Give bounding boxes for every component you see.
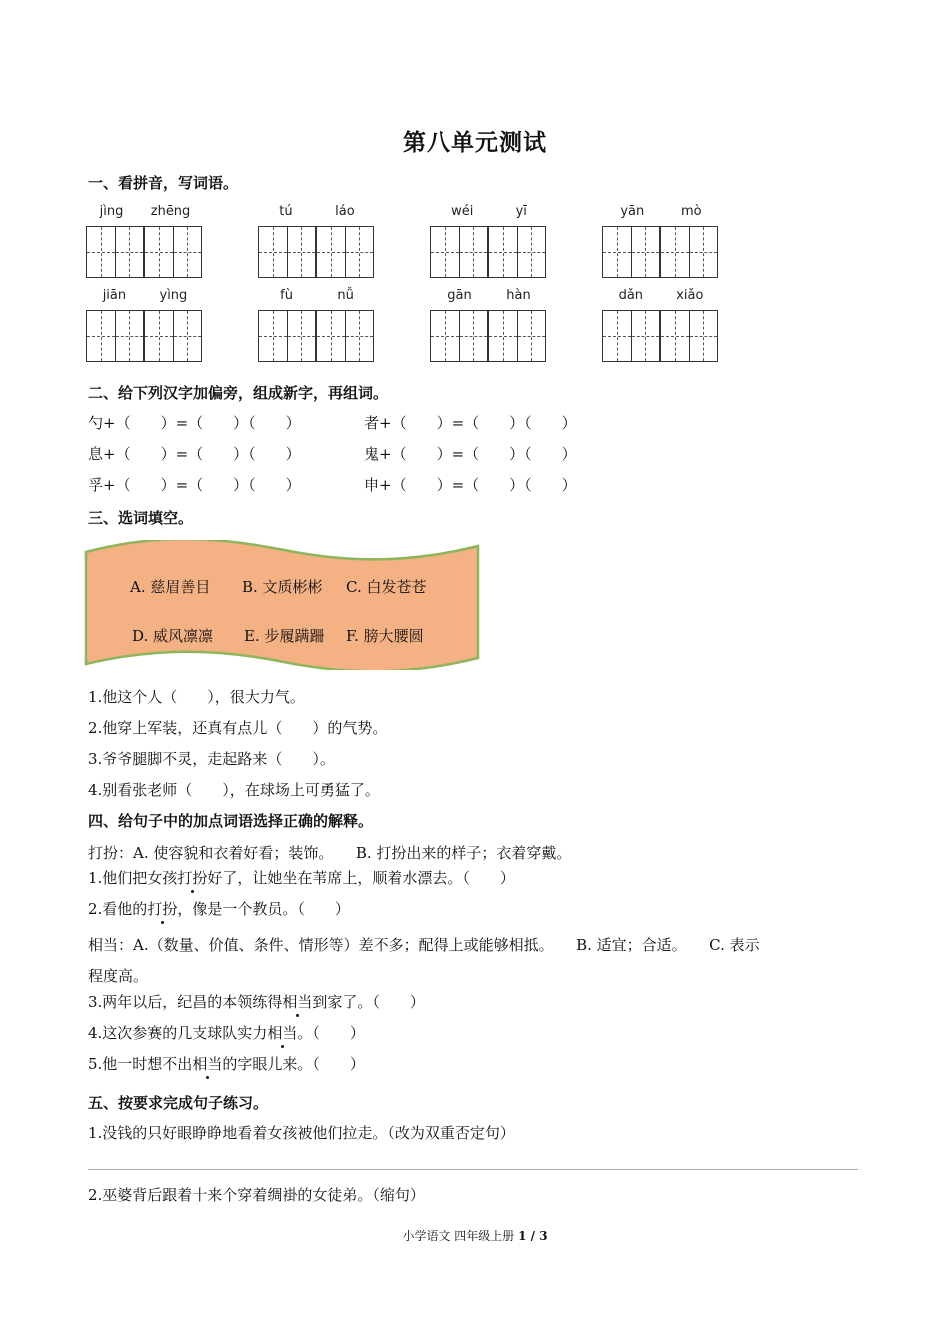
pinyin-syllable: gān — [447, 288, 472, 303]
pinyin-syllable: yìng — [159, 288, 188, 303]
sentence-question-1: 1.没钱的只好眼睁睁地看着女孩被他们拉走。（改为双重否定句） — [88, 1124, 515, 1142]
writing-grid[interactable] — [258, 226, 374, 278]
writing-grid[interactable] — [602, 310, 718, 362]
answer-line[interactable] — [88, 1169, 858, 1170]
banner-shape — [84, 540, 480, 670]
pinyin-syllable: yān — [620, 204, 645, 219]
pinyin-syllable: tú — [279, 204, 293, 219]
option-f: F. 膀大腰圆 — [346, 627, 424, 645]
option-e: E. 步履蹒跚 — [244, 627, 325, 645]
dotted-word: 打扮 — [177, 869, 208, 887]
meaning-question-5[interactable]: 5.他一时想不出相当的字眼儿来。（ ） — [88, 1055, 365, 1073]
pinyin-syllable: láo — [335, 204, 355, 219]
radical-item[interactable]: 息+（ ）=（ ）（ ） — [88, 445, 301, 463]
pinyin-group-6 — [258, 288, 376, 362]
pinyin-syllable: zhēng — [150, 204, 191, 219]
dotted-word: 打扮 — [147, 900, 178, 918]
meaning-question-1[interactable]: 1.他们把女孩打扮好了，让她坐在苇席上，顺着水漂去。（ ） — [88, 869, 515, 887]
section3-heading: 三、选词填空。 — [88, 509, 194, 527]
footer-text: 小学语文 四年级上册 — [402, 1229, 515, 1243]
pinyin-syllable: dǎn — [618, 288, 644, 303]
sentence-question-2: 2.巫婆背后跟着十来个穿着绸褂的女徒弟。（缩句） — [88, 1186, 425, 1204]
dotted-word: 相当 — [267, 1024, 298, 1042]
pinyin-syllable: xiǎo — [676, 288, 704, 303]
definition-xiangdang-line1: 相当：A.（数量、价值、条件、情形等）差不多；配得上或能够相抵。 B. 适宜；合适。 C. 表示 — [88, 936, 760, 954]
meaning-question-4[interactable]: 4.这次参赛的几支球队实力相当。（ ） — [88, 1024, 365, 1042]
fill-question-3[interactable]: 3.爷爷腿脚不灵，走起路来（ ）。 — [88, 750, 335, 768]
writing-grid[interactable] — [430, 310, 546, 362]
radical-item[interactable]: 申+（ ）=（ ）（ ） — [364, 476, 577, 494]
writing-grid[interactable] — [86, 226, 202, 278]
meaning-question-2[interactable]: 2.看他的打扮，像是一个教员。（ ） — [88, 900, 350, 918]
page-number: 1 / 3 — [518, 1229, 548, 1243]
page-title: 第八单元测试 — [403, 130, 547, 156]
writing-grid[interactable] — [602, 226, 718, 278]
section4-heading: 四、给句子中的加点词语选择正确的解释。 — [88, 812, 374, 830]
writing-grid[interactable] — [430, 226, 546, 278]
pinyin-group-3 — [430, 204, 548, 278]
option-a: A. 慈眉善目 — [130, 578, 211, 596]
dotted-word: 相当 — [192, 1055, 223, 1073]
pinyin-group-7 — [430, 288, 548, 362]
pinyin-syllable: wéi — [451, 204, 474, 219]
meaning-question-3[interactable]: 3.两年以后，纪昌的本领练得相当到家了。（ ） — [88, 993, 425, 1011]
word-options-banner — [84, 540, 480, 670]
pinyin-group-4 — [602, 204, 720, 278]
definition-xiangdang-line2: 程度高。 — [88, 967, 149, 985]
section2-heading: 二、给下列汉字加偏旁，组成新字，再组词。 — [88, 384, 389, 402]
page-footer — [0, 1227, 950, 1244]
dotted-word: 相当 — [282, 993, 313, 1011]
option-c: C. 白发苍苍 — [346, 578, 427, 596]
section1-heading: 一、看拼音，写词语。 — [88, 174, 239, 192]
pinyin-syllable: nǚ — [337, 288, 354, 303]
option-d: D. 威风凛凛 — [132, 627, 214, 645]
pinyin-group-2 — [258, 204, 376, 278]
radical-item[interactable]: 鬼+（ ）=（ ）（ ） — [364, 445, 577, 463]
fill-question-2[interactable]: 2.他穿上军装，还真有点儿（ ）的气势。 — [88, 719, 388, 737]
pinyin-syllable: mò — [681, 204, 702, 219]
pinyin-group-5 — [86, 288, 204, 362]
pinyin-group-8 — [602, 288, 720, 362]
pinyin-syllable: jiān — [102, 288, 127, 303]
writing-grid[interactable] — [86, 310, 202, 362]
section5-heading: 五、按要求完成句子练习。 — [88, 1094, 269, 1112]
radical-item[interactable]: 孚+（ ）=（ ）（ ） — [88, 476, 301, 494]
fill-question-4[interactable]: 4.别看张老师（ ），在球场上可勇猛了。 — [88, 781, 380, 799]
writing-grid[interactable] — [258, 310, 374, 362]
pinyin-syllable: yī — [515, 204, 527, 219]
pinyin-syllable: jìng — [99, 204, 124, 219]
pinyin-syllable: fù — [280, 288, 293, 303]
radical-item[interactable]: 者+（ ）=（ ）（ ） — [364, 414, 577, 432]
pinyin-syllable: hàn — [506, 288, 531, 303]
radical-item[interactable]: 勺+（ ）=（ ）（ ） — [88, 414, 301, 432]
definition-dabian: 打扮：A. 使容貌和衣着好看；装饰。 B. 打扮出来的样子；衣着穿戴。 — [88, 844, 572, 862]
fill-question-1[interactable]: 1.他这个人（ ），很大力气。 — [88, 688, 305, 706]
pinyin-group-1 — [86, 204, 204, 278]
option-b: B. 文质彬彬 — [242, 578, 323, 596]
